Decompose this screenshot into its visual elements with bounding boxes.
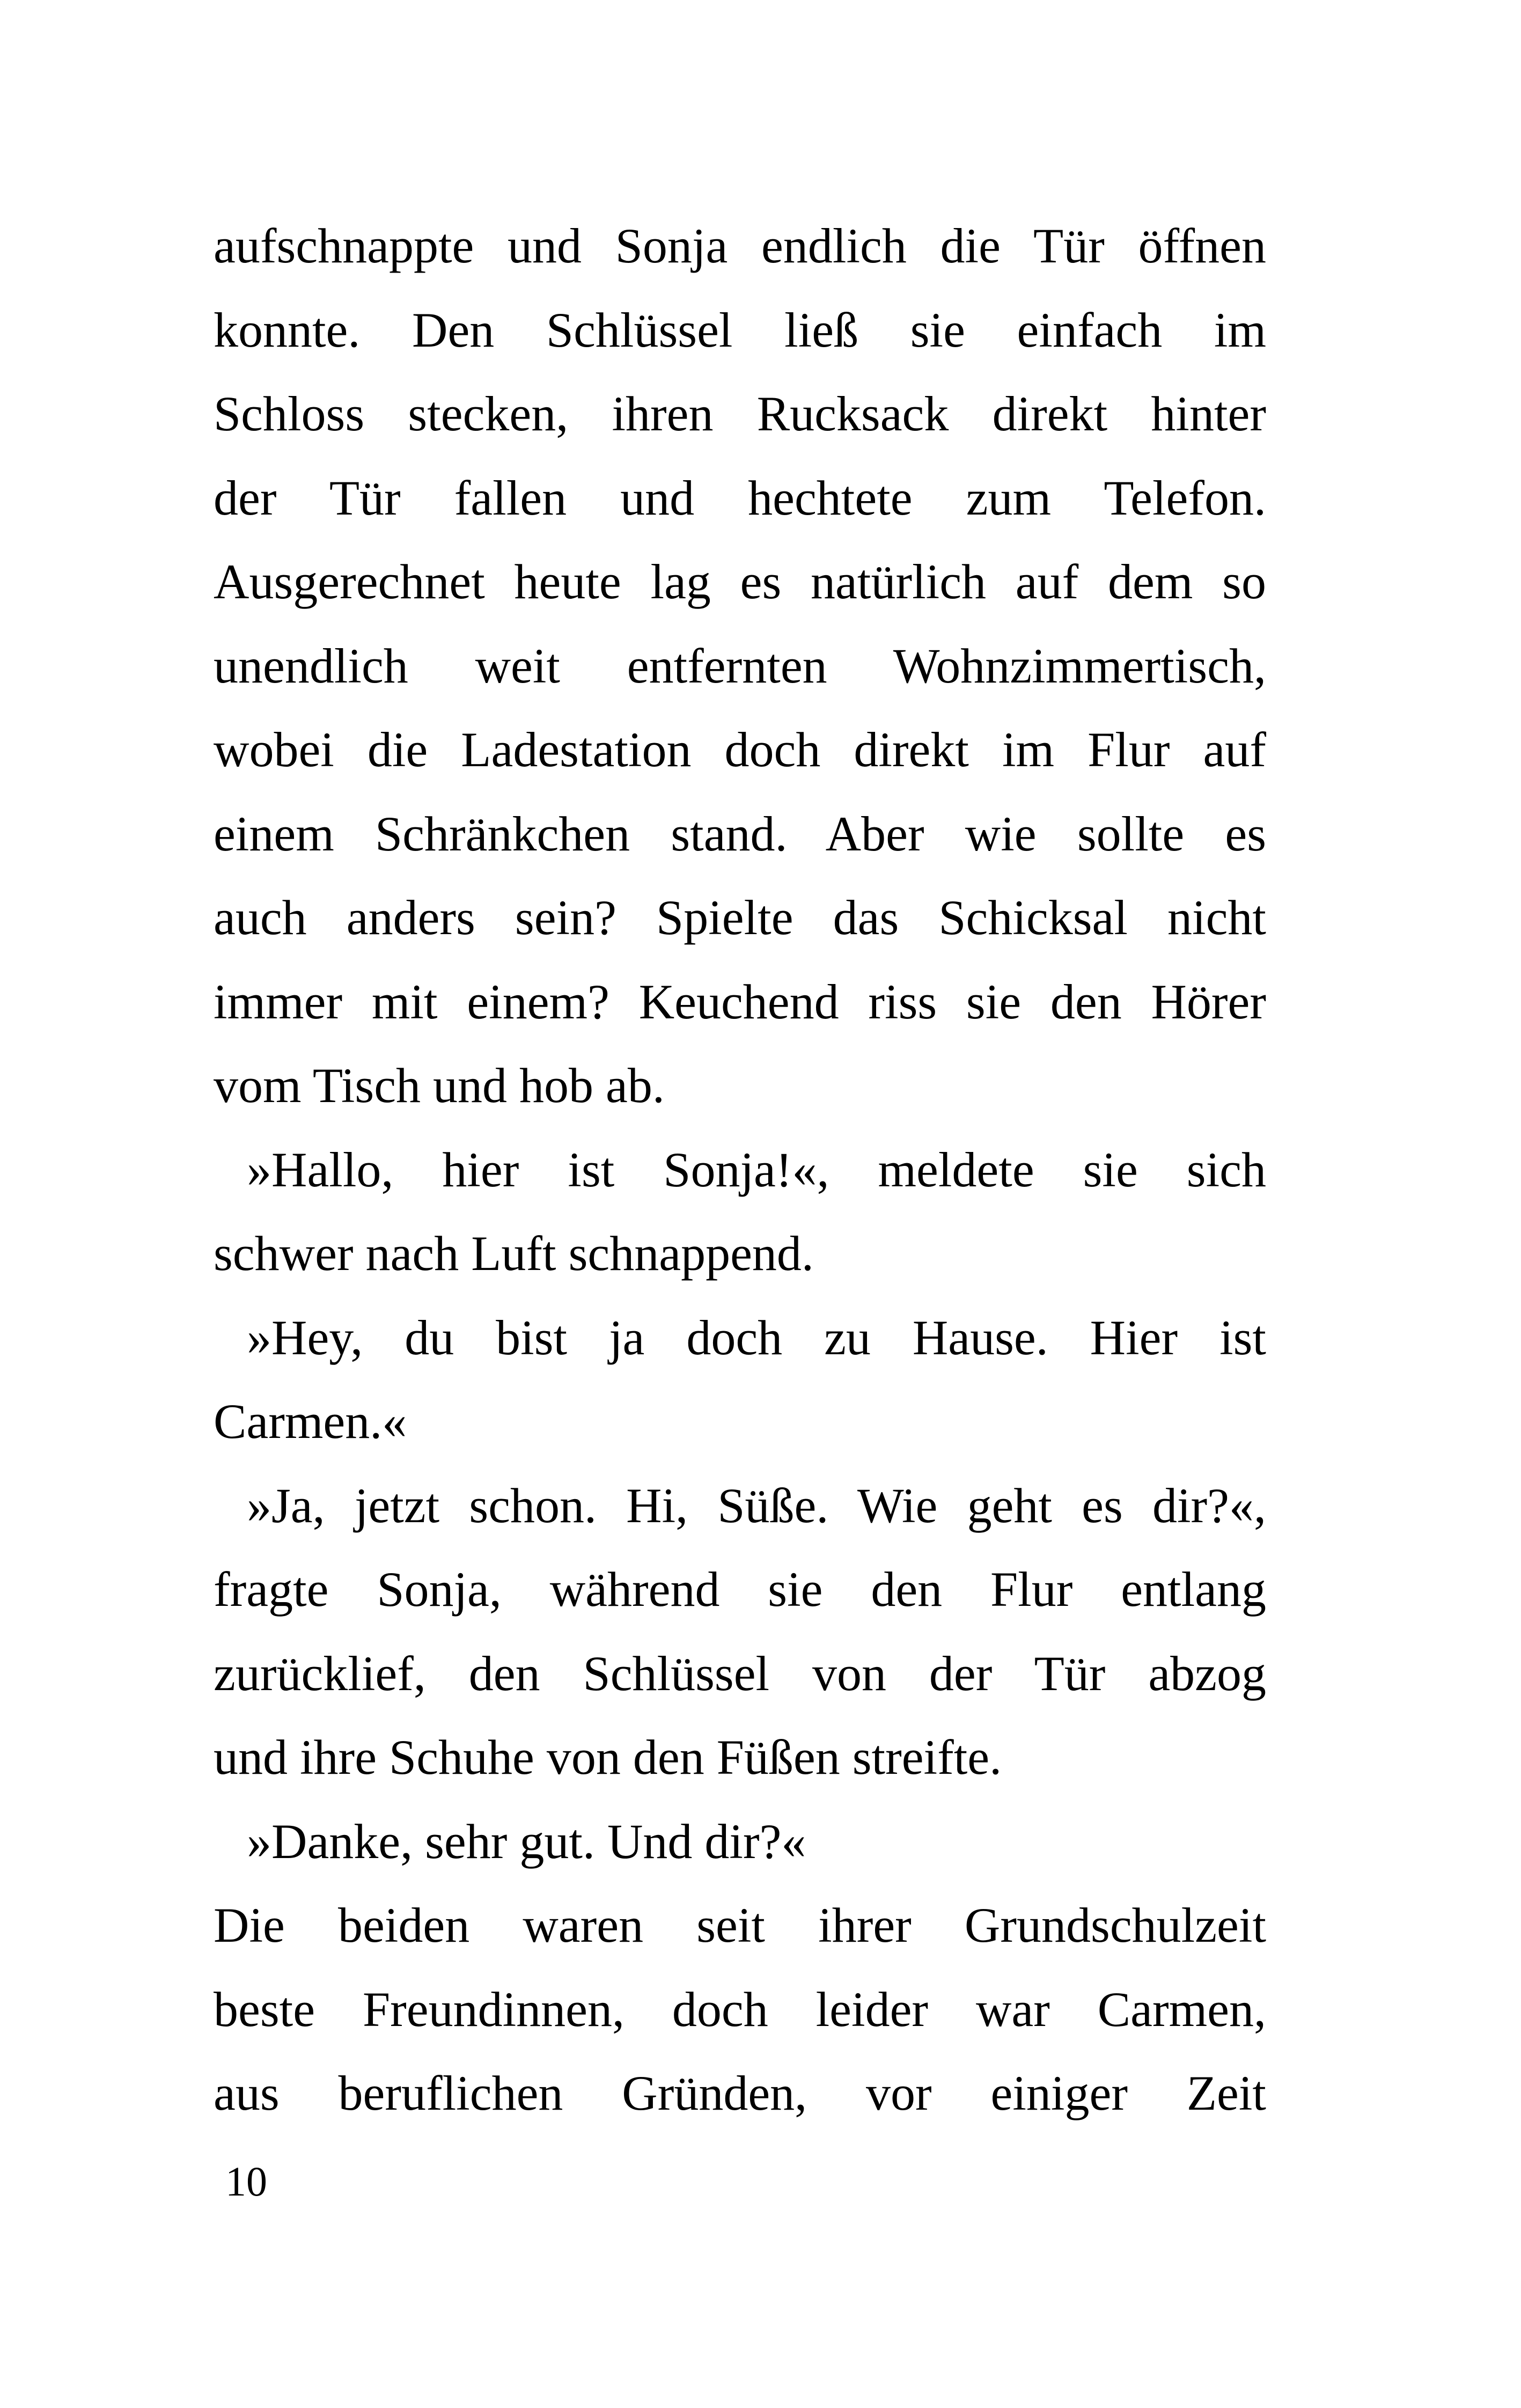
text-line: Carmen.« xyxy=(214,1394,407,1449)
text-line: zurücklief, den Schlüssel von der Tür abzog xyxy=(214,1646,1266,1701)
text-line: unendlich weit entfernten Wohnzimmertisch, xyxy=(214,638,1266,693)
text-line: aus beruflichen Gründen, vor einiger Zeit xyxy=(214,2066,1266,2120)
text-line: wobei die Ladestation doch direkt im Flur auf xyxy=(214,722,1266,777)
text-line: auch anders sein? Spielte das Schicksal nicht xyxy=(214,890,1266,945)
text-line: und ihre Schuhe von den Füßen streifte. xyxy=(214,1730,1002,1785)
text-line: fragte Sonja, während sie den Flur entlang xyxy=(214,1562,1266,1617)
text-line: Die beiden waren seit ihrer Grundschulzeit xyxy=(214,1898,1266,1952)
text-line: immer mit einem? Keuchend riss sie den Hörer xyxy=(214,974,1266,1029)
text-line: »Hallo, hier ist Sonja!«, meldete sie sich xyxy=(247,1142,1266,1197)
paragraph xyxy=(214,1296,1266,1464)
text-line: einem Schränkchen stand. Aber wie sollte es xyxy=(214,806,1266,861)
page-number: 10 xyxy=(225,2158,267,2205)
text-line: »Danke, sehr gut. Und dir?« xyxy=(247,1814,806,1869)
paragraph xyxy=(214,1128,1266,1296)
text-line: beste Freundinnen, doch leider war Carmen, xyxy=(214,1981,1266,2037)
paragraph xyxy=(214,1464,1266,1800)
text-line: »Ja, jetzt schon. Hi, Süße. Wie geht es dir?«, xyxy=(247,1478,1266,1533)
text-line: »Hey, du bist ja doch zu Hause. Hier ist xyxy=(247,1310,1266,1365)
paragraph xyxy=(214,1800,1266,1884)
text-line: Schloss stecken, ihren Rucksack direkt hinter xyxy=(214,386,1266,441)
text-line: der Tür fallen und hechtete zum Telefon. xyxy=(214,470,1266,525)
text-line: schwer nach Luft schnappend. xyxy=(214,1226,814,1281)
paragraph xyxy=(214,204,1266,1128)
paragraph xyxy=(214,1883,1266,2135)
text-line: Ausgerechnet heute lag es natürlich auf dem so xyxy=(214,554,1266,609)
text-line: aufschnappte und Sonja endlich die Tür öffnen xyxy=(214,218,1266,273)
body-text xyxy=(214,204,1266,2135)
text-line: vom Tisch und hob ab. xyxy=(214,1058,665,1113)
text-line: konnte. Den Schlüssel ließ sie einfach im xyxy=(214,302,1266,357)
